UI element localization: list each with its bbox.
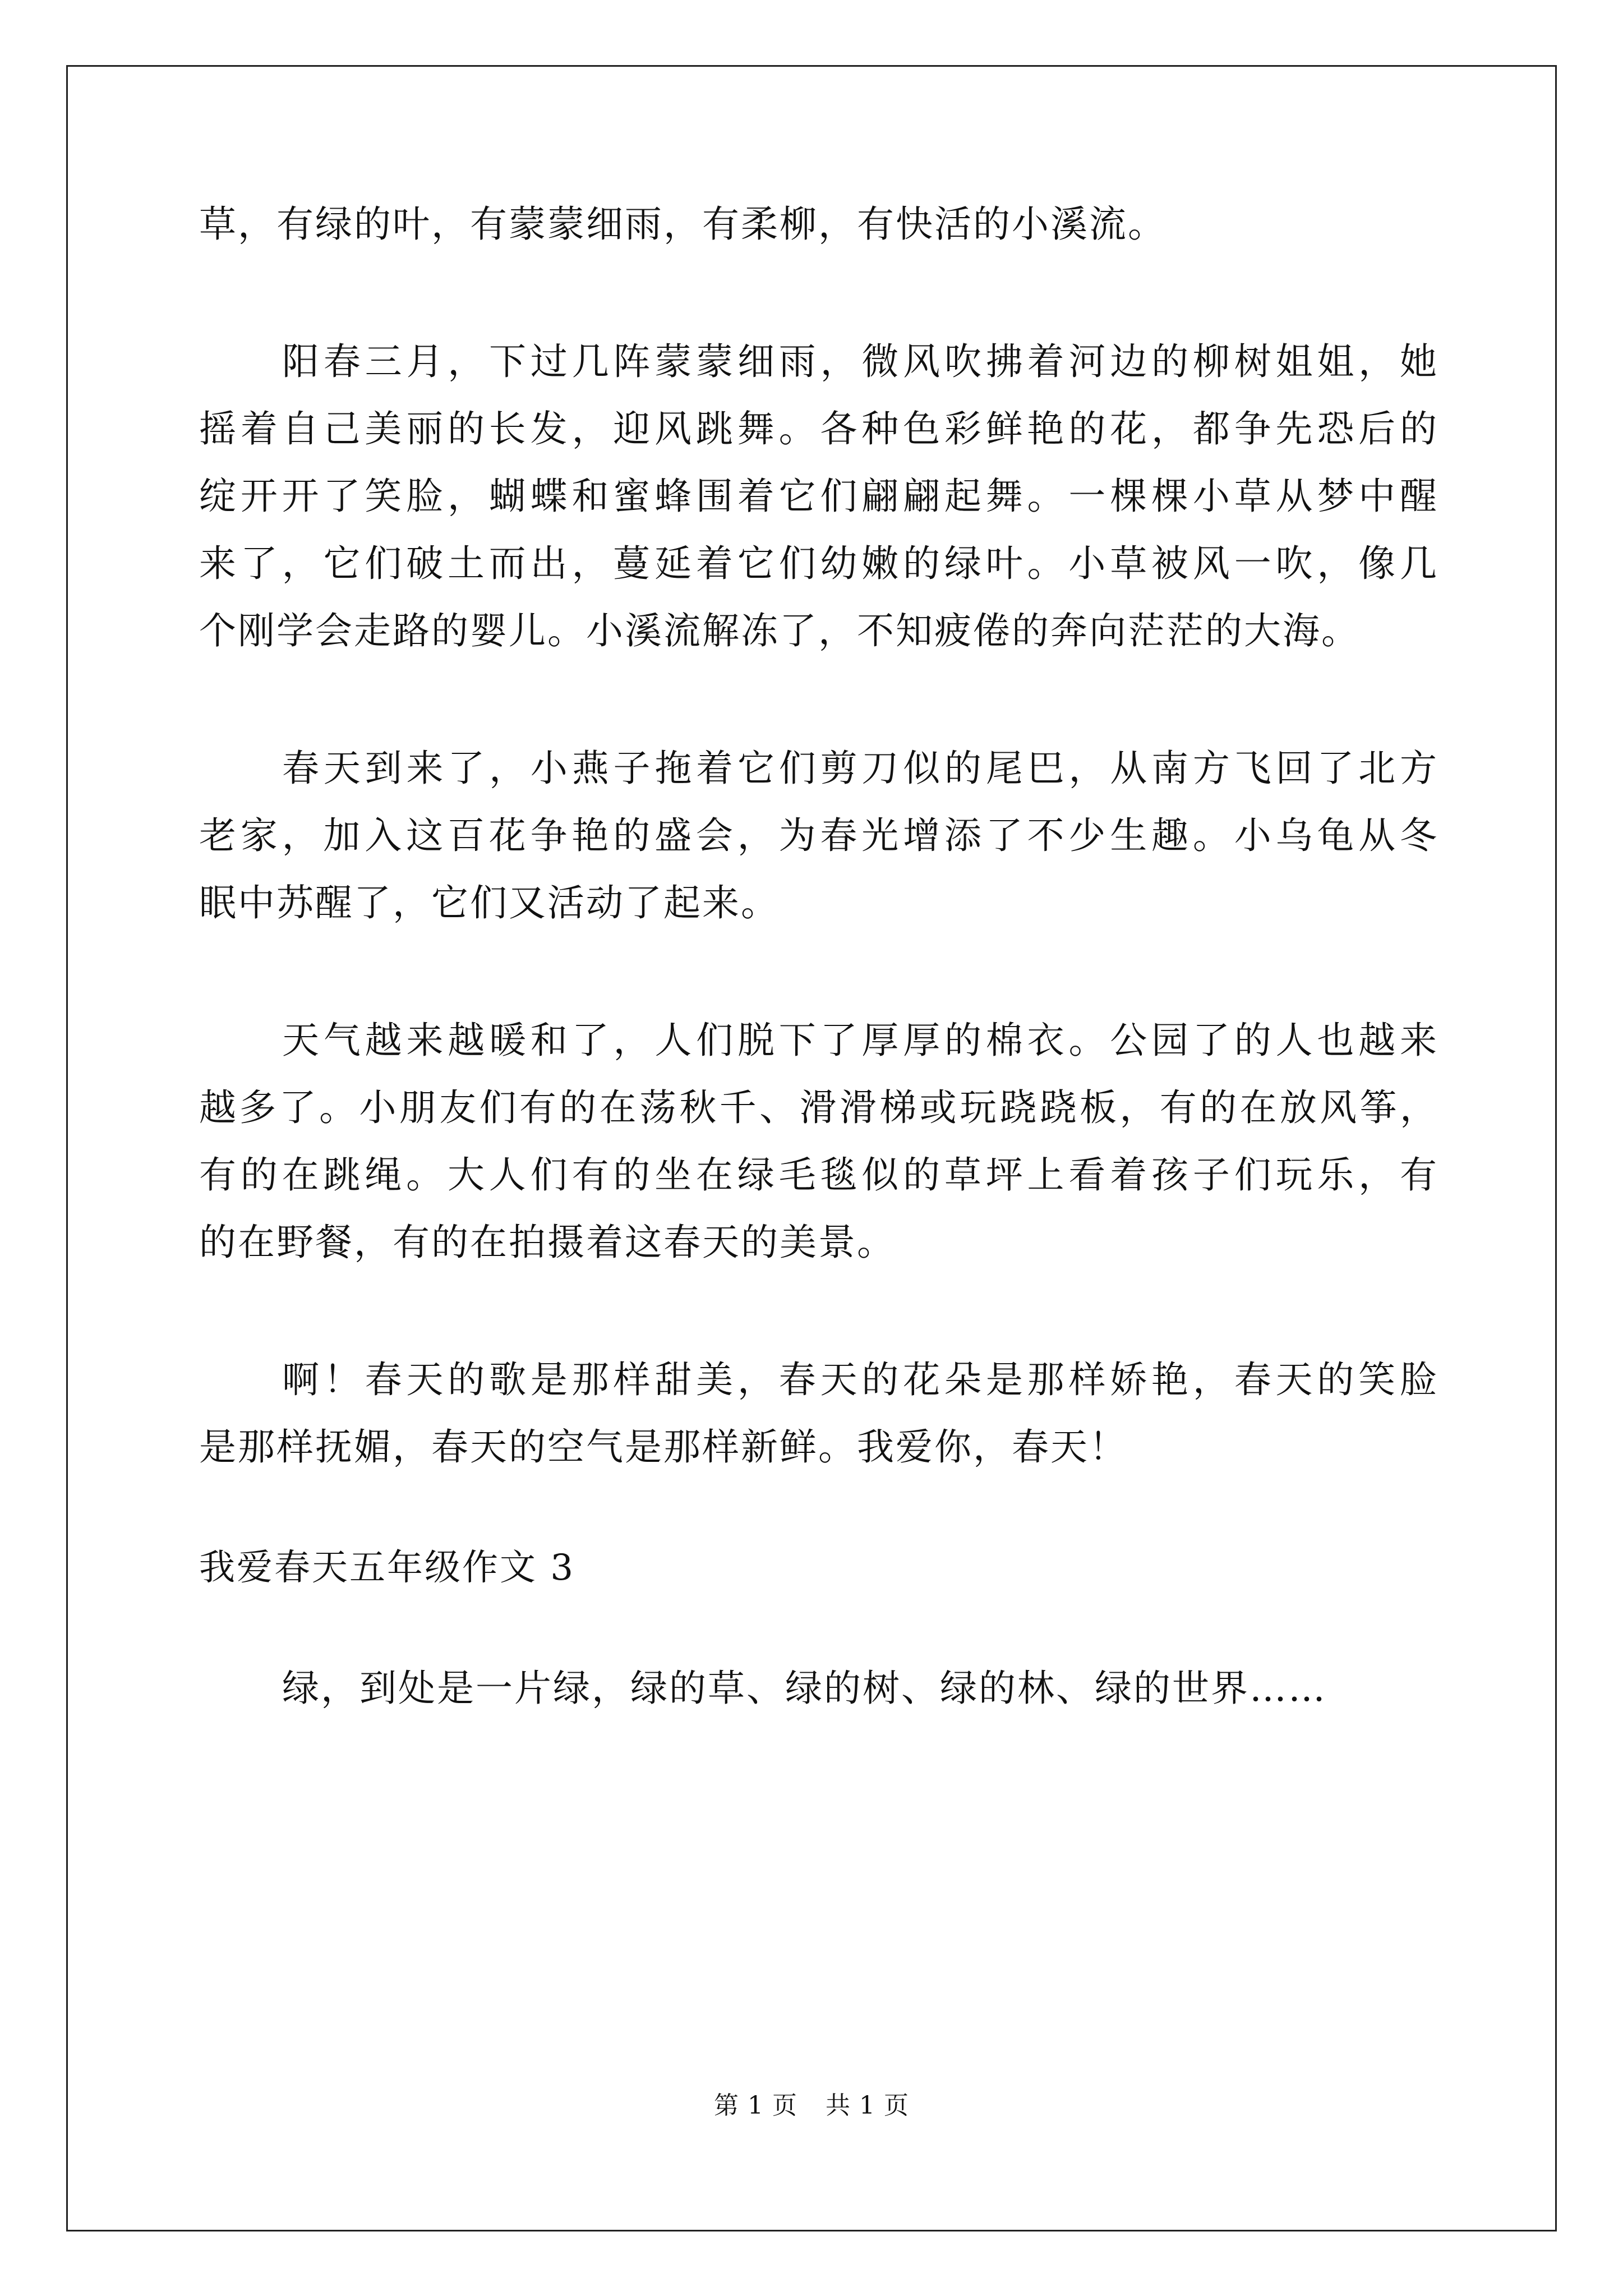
text-line: 老家，加入这百花争艳的盛会，为春光增添了不少生趣。小乌龟从冬 [199, 814, 1438, 857]
section-heading: 我爱春天五年级作文 3 [199, 1547, 575, 1589]
paragraph [199, 1346, 1438, 1481]
text-line: 绿，到处是一片绿，绿的草、绿的树、绿的林、绿的世界…… [282, 1667, 1327, 1710]
text-line: 眠中苏醒了，它们又活动了起来。 [199, 881, 780, 924]
text-line: 阳春三月，下过几阵蒙蒙细雨，微风吹拂着河边的柳树姐姐，她 [282, 340, 1438, 383]
document-body [199, 191, 1438, 1722]
text-line: 草，有绿的叶，有蒙蒙细雨，有柔柳，有快活的小溪流。 [199, 203, 1166, 246]
text-line: 绽开开了笑脸，蝴蝶和蜜蜂围着它们翩翩起舞。一棵棵小草从梦中醒 [199, 475, 1438, 518]
text-line: 摇着自己美丽的长发，迎风跳舞。各种色彩鲜艳的花，都争先恐后的 [199, 407, 1438, 450]
text-line: 天气越来越暖和了，人们脱下了厚厚的棉衣。公园了的人也越来 [282, 1019, 1438, 1062]
text-line: 个刚学会走路的婴儿。小溪流解冻了，不知疲倦的奔向茫茫的大海。 [199, 609, 1360, 652]
text-line: 是那样抚媚，春天的空气是那样新鲜。我爱你，春天！ [199, 1425, 1128, 1469]
page-number: 第 1 页 [714, 2091, 797, 2120]
text-line: 越多了。小朋友们有的在荡秋千、滑滑梯或玩跷跷板，有的在放风筝， [199, 1086, 1438, 1129]
paragraph [199, 1655, 1438, 1722]
text-line: 啊！春天的歌是那样甜美，春天的花朵是那样娇艳，春天的笑脸 [282, 1358, 1438, 1401]
text-line: 有的在跳绳。大人们有的坐在绿毛毯似的草坪上看着孩子们玩乐，有 [199, 1153, 1438, 1197]
text-line: 来了，它们破土而出，蔓延着它们幼嫩的绿叶。小草被风一吹，像几 [199, 542, 1438, 585]
page-total: 共 1 页 [826, 2091, 909, 2120]
text-line: 的在野餐，有的在拍摄着这春天的美景。 [199, 1221, 896, 1264]
paragraph [199, 1007, 1438, 1276]
paragraph [199, 735, 1438, 937]
paragraph [199, 191, 1438, 258]
paragraph [199, 328, 1438, 665]
text-line: 春天到来了，小燕子拖着它们剪刀似的尾巴，从南方飞回了北方 [282, 747, 1438, 790]
page-footer [0, 2085, 1623, 2121]
